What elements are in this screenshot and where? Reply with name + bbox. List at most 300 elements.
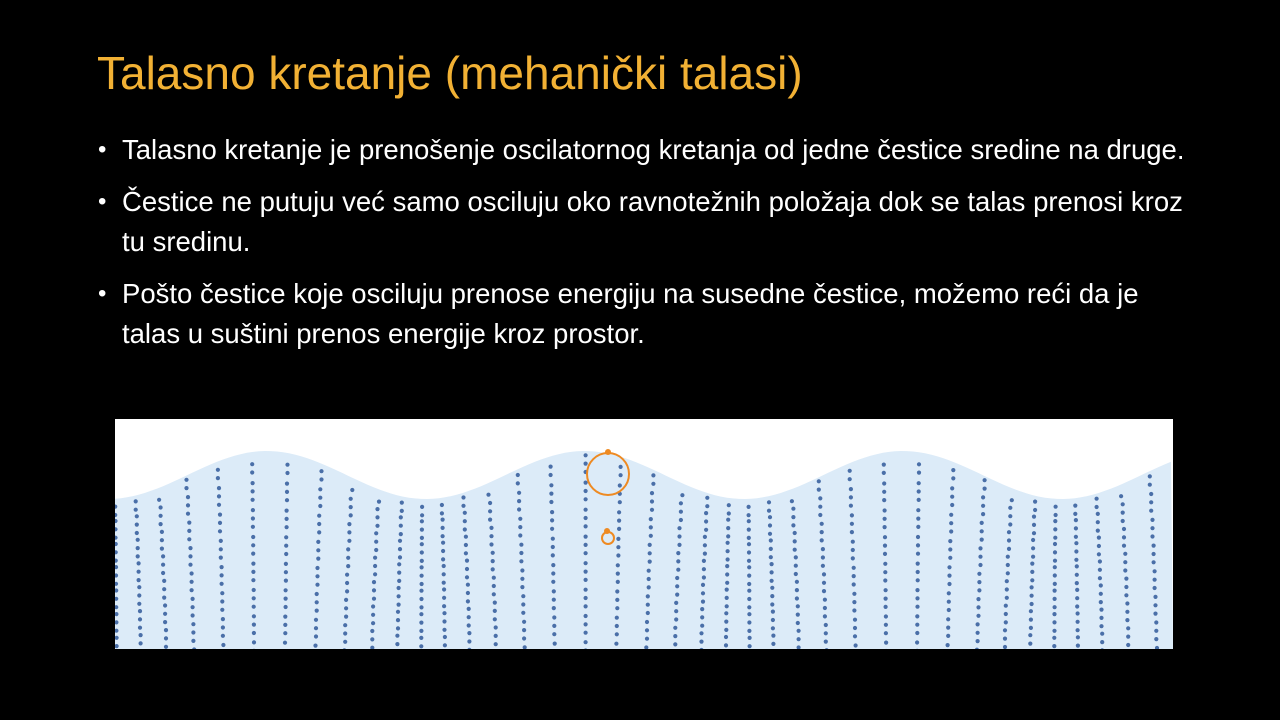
particle-dot [345, 581, 349, 585]
particle-dot [704, 511, 708, 515]
particle-dot [159, 505, 163, 509]
particle-dot [947, 565, 951, 569]
particle-dot [397, 586, 401, 590]
particle-dot [551, 537, 555, 541]
particle-dot [650, 508, 654, 512]
particle-dot [161, 554, 165, 558]
particle-dot [315, 600, 319, 604]
particle-dot [491, 559, 495, 563]
particle-dot [164, 636, 168, 640]
particle-dot [1030, 570, 1034, 574]
bullet-list [96, 130, 1186, 366]
particle-dot [139, 641, 143, 645]
particle-dot [162, 579, 166, 583]
particle-dot [1148, 474, 1152, 478]
particle-dot [221, 617, 225, 621]
particle-dot [441, 534, 445, 538]
particle-dot [1007, 538, 1011, 542]
particle-dot [489, 526, 493, 530]
particle-dot [316, 557, 320, 561]
particle-dot [699, 640, 703, 644]
particle-dot [419, 629, 423, 633]
particle-dot [138, 609, 142, 613]
particle-dot [372, 597, 376, 601]
particle-dot [651, 473, 655, 477]
particle-dot [1149, 509, 1153, 513]
particle-dot [397, 571, 401, 575]
particle-dot [768, 523, 772, 527]
particle-dot [1153, 603, 1157, 607]
particle-dot [1006, 571, 1010, 575]
particle-dot [915, 588, 919, 592]
particle-dot [796, 613, 800, 617]
particle-dot [518, 517, 522, 521]
particle-dot [950, 503, 954, 507]
particle-dot [191, 630, 195, 634]
particle-dot [343, 623, 347, 627]
particle-dot [552, 624, 556, 628]
particle-dot [650, 499, 654, 503]
particle-dot [220, 573, 224, 577]
particle-dot [398, 555, 402, 559]
particle-dot [519, 543, 523, 547]
particle-dot [1096, 512, 1100, 516]
particle-dot [398, 547, 402, 551]
particle-dot [319, 469, 323, 473]
particle-dot [747, 582, 751, 586]
particle-dot [817, 488, 821, 492]
particle-dot [522, 636, 526, 640]
particle-dot [216, 476, 220, 480]
particle-dot [1124, 577, 1128, 581]
particle-dot [420, 559, 424, 563]
bullet-text: Talasno kretanje je prenošenje oscilatornog kretanja od jedne čestice sredine na druge. [122, 134, 1185, 165]
particle-dot [1033, 508, 1037, 512]
particle-dot [747, 513, 751, 517]
particle-dot [1074, 541, 1078, 545]
particle-dot [767, 509, 771, 513]
particle-dot [1097, 536, 1101, 540]
particle-dot [883, 552, 887, 556]
particle-dot [771, 642, 775, 646]
bullet-item [96, 182, 1186, 262]
particle-dot [703, 552, 707, 556]
particle-dot [314, 626, 318, 630]
particle-dot [317, 522, 321, 526]
particle-dot [467, 607, 471, 611]
particle-dot [884, 614, 888, 618]
particle-dot [186, 495, 190, 499]
particle-dot [852, 600, 856, 604]
particle-dot [726, 518, 730, 522]
particle-dot [701, 591, 705, 595]
particle-dot [794, 572, 798, 576]
particle-dot [770, 586, 774, 590]
particle-dot [676, 559, 680, 563]
particle-dot [163, 620, 167, 624]
particle-dot [699, 631, 703, 635]
particle-dot [1053, 559, 1057, 563]
particle-dot [1150, 534, 1154, 538]
particle-dot [420, 542, 424, 546]
particle-dot [645, 628, 649, 632]
particle-dot [220, 582, 224, 586]
particle-dot [726, 534, 730, 538]
particle-dot [441, 549, 445, 553]
particle-dot [917, 489, 921, 493]
particle-dot [980, 529, 984, 533]
particle-dot [824, 623, 828, 627]
particle-dot [488, 509, 492, 513]
particle-dot [443, 635, 447, 639]
particle-dot [883, 570, 887, 574]
particle-dot [551, 545, 555, 549]
particle-dot [884, 631, 888, 635]
particle-dot [314, 634, 318, 638]
particle-dot [915, 640, 919, 644]
particle-dot [704, 519, 708, 523]
particle-dot [318, 487, 322, 491]
particle-dot [647, 585, 651, 589]
particle-dot [251, 508, 255, 512]
particle-dot [190, 580, 194, 584]
particle-dot [285, 463, 289, 467]
particle-dot [747, 620, 751, 624]
particle-dot [251, 578, 255, 582]
particle-dot [1073, 512, 1077, 516]
particle-dot [1121, 502, 1125, 506]
particle-dot [796, 621, 800, 625]
particle-dot [521, 602, 525, 606]
particle-dot [980, 538, 984, 542]
particle-dot [137, 602, 141, 606]
particle-dot [679, 501, 683, 505]
particle-dot [251, 543, 255, 547]
bullet-dot-icon: • [98, 136, 107, 163]
particle-dot [491, 551, 495, 555]
particle-dot [795, 580, 799, 584]
particle-dot [769, 547, 773, 551]
particle-dot [1100, 640, 1104, 644]
particle-dot [726, 557, 730, 561]
particle-dot [822, 572, 826, 576]
particle-dot [852, 592, 856, 596]
particle-dot [822, 581, 826, 585]
particle-dot [217, 494, 221, 498]
particle-dot [584, 614, 588, 618]
particle-dot [136, 538, 140, 542]
particle-dot [375, 507, 379, 511]
particle-dot [370, 629, 374, 633]
particle-dot [219, 547, 223, 551]
particle-dot [1030, 602, 1034, 606]
particle-dot [1008, 522, 1012, 526]
wave-particles-illustration [115, 419, 1173, 649]
particle-dot [442, 564, 446, 568]
particle-dot [1028, 642, 1032, 646]
particle-dot [821, 555, 825, 559]
particle-dot [161, 571, 165, 575]
particle-dot [517, 507, 521, 511]
particle-dot [396, 618, 400, 622]
particle-dot [520, 585, 524, 589]
particle-dot [442, 581, 446, 585]
particle-dot [516, 473, 520, 477]
particle-dot [849, 487, 853, 491]
particle-dot [584, 551, 588, 555]
particle-dot [747, 536, 751, 540]
particle-dot [1125, 601, 1129, 605]
particle-dot [285, 498, 289, 502]
particle-dot [1007, 530, 1011, 534]
particle-dot [747, 550, 751, 554]
particle-dot [674, 601, 678, 605]
particle-dot [463, 519, 467, 523]
particle-dot [1074, 549, 1078, 553]
particle-dot [916, 552, 920, 556]
particle-dot [252, 631, 256, 635]
bullet-dot-icon: • [98, 280, 107, 307]
particle-dot [164, 628, 168, 632]
particle-dot [916, 578, 920, 582]
particle-dot [616, 563, 620, 567]
particle-dot [853, 634, 857, 638]
particle-dot [724, 620, 728, 624]
particle-dot [219, 539, 223, 543]
particle-dot [1152, 560, 1156, 564]
particle-dot [1052, 612, 1056, 616]
particle-dot [725, 588, 729, 592]
particle-dot [747, 612, 751, 616]
particle-dot [1123, 568, 1127, 572]
particle-dot [251, 535, 255, 539]
particle-dot [1148, 483, 1152, 487]
particle-dot [1099, 624, 1103, 628]
particle-dot [550, 510, 554, 514]
particle-dot [584, 640, 588, 644]
particle-dot [701, 600, 705, 604]
particle-dot [849, 495, 853, 499]
particle-dot [374, 531, 378, 535]
particle-dot [646, 603, 650, 607]
particle-dot [949, 521, 953, 525]
bullet-text: Pošto čestice koje osciluju prenose energiju na susedne čestice, možemo reći da je talas u suštini prenos energije kroz prostor. [122, 278, 1139, 349]
particle-dot [518, 533, 522, 537]
particle-dot [822, 589, 826, 593]
particle-dot [584, 462, 588, 466]
particle-dot [676, 568, 680, 572]
particle-dot [1052, 629, 1056, 633]
particle-dot [976, 605, 980, 609]
particle-dot [517, 499, 521, 503]
particle-dot [915, 631, 919, 635]
particle-dot [770, 562, 774, 566]
particle-dot [1053, 536, 1057, 540]
particle-dot [315, 592, 319, 596]
particle-dot [977, 580, 981, 584]
particle-dot [160, 538, 164, 542]
particle-dot [345, 573, 349, 577]
particle-dot [372, 580, 376, 584]
particle-dot [916, 562, 920, 566]
particle-dot [157, 498, 161, 502]
particle-dot [1153, 578, 1157, 582]
particle-dot [494, 625, 498, 629]
particle-dot [747, 542, 751, 546]
particle-dot [646, 594, 650, 598]
particle-dot [884, 641, 888, 645]
particle-dot [463, 511, 467, 515]
particle-dot [461, 495, 465, 499]
particle-dot [947, 591, 951, 595]
particle-dot [251, 570, 255, 574]
particle-dot [747, 528, 751, 532]
particle-dot [1122, 527, 1126, 531]
particle-dot [1075, 573, 1079, 577]
particle-dot [1075, 604, 1079, 608]
particle-dot [397, 579, 401, 583]
particle-dot [726, 541, 730, 545]
particle-dot [552, 589, 556, 593]
particle-dot [186, 512, 190, 516]
particle-dot [371, 621, 375, 625]
particle-dot [747, 629, 751, 633]
particle-dot [1075, 564, 1079, 568]
particle-dot [137, 578, 141, 582]
particle-dot [917, 471, 921, 475]
particle-dot [285, 490, 289, 494]
particle-dot [700, 607, 704, 611]
particle-dot [1098, 576, 1102, 580]
particle-dot [164, 645, 168, 649]
particle-dot [724, 628, 728, 632]
particle-dot [978, 546, 982, 550]
particle-dot [1074, 558, 1078, 562]
particle-dot [161, 563, 165, 567]
particle-dot [771, 634, 775, 638]
particle-dot [251, 481, 255, 485]
particle-dot [584, 516, 588, 520]
particle-dot [1008, 514, 1012, 518]
particle-dot [584, 622, 588, 626]
particle-dot [793, 531, 797, 535]
particle-dot [284, 579, 288, 583]
particle-dot [978, 555, 982, 559]
particle-dot [419, 636, 423, 640]
particle-dot [400, 501, 404, 505]
particle-dot [823, 598, 827, 602]
particle-dot [373, 572, 377, 576]
particle-dot [853, 626, 857, 630]
particle-dot [724, 643, 728, 647]
particle-dot [1096, 529, 1100, 533]
particle-dot [848, 477, 852, 481]
particle-dot [584, 543, 588, 547]
particle-dot [1154, 629, 1158, 633]
particle-dot [916, 508, 920, 512]
particle-dot [947, 574, 951, 578]
particle-dot [1098, 568, 1102, 572]
particle-dot [1099, 608, 1103, 612]
particle-dot [486, 493, 490, 497]
particle-dot [675, 593, 679, 597]
particle-dot [553, 642, 557, 646]
particle-dot [251, 552, 255, 556]
particle-dot [1053, 573, 1057, 577]
particle-dot [319, 477, 323, 481]
particle-dot [747, 605, 751, 609]
particle-dot [747, 589, 751, 593]
particle-dot [704, 528, 708, 532]
particle-dot [395, 642, 399, 646]
particle-dot [673, 642, 677, 646]
particle-dot [1153, 569, 1157, 573]
particle-dot [851, 540, 855, 544]
highlighted-particle-dot [604, 528, 610, 534]
particle-dot [374, 540, 378, 544]
particle-dot [1032, 523, 1036, 527]
particle-dot [915, 596, 919, 600]
particle-dot [795, 588, 799, 592]
particle-dot [396, 610, 400, 614]
particle-dot [949, 529, 953, 533]
particle-dot [549, 473, 553, 477]
particle-dot [1033, 500, 1037, 504]
particle-dot [725, 572, 729, 576]
particle-dot [549, 465, 553, 469]
particle-dot [1099, 600, 1103, 604]
particle-dot [705, 504, 709, 508]
particle-dot [1097, 544, 1101, 548]
particle-dot [137, 585, 141, 589]
particle-dot [374, 548, 378, 552]
particle-dot [983, 487, 987, 491]
particle-dot [420, 519, 424, 523]
particle-dot [251, 525, 255, 529]
particle-dot [645, 620, 649, 624]
particle-dot [375, 515, 379, 519]
particle-dot [768, 515, 772, 519]
particle-dot [615, 624, 619, 628]
particle-dot [284, 570, 288, 574]
particle-dot [344, 598, 348, 602]
particle-dot [701, 583, 705, 587]
particle-dot [820, 538, 824, 542]
particle-dot [616, 572, 620, 576]
particle-dot [1054, 505, 1058, 509]
particle-dot [584, 535, 588, 539]
particle-dot [188, 554, 192, 558]
particle-dot [677, 526, 681, 530]
particle-dot [551, 553, 555, 557]
particle-dot [1095, 505, 1099, 509]
particle-dot [1006, 555, 1010, 559]
particle-dot [726, 549, 730, 553]
particle-dot [747, 574, 751, 578]
particle-dot [1053, 550, 1057, 554]
particle-dot [188, 563, 192, 567]
particle-dot [946, 626, 950, 630]
particle-dot [915, 605, 919, 609]
particle-dot [314, 618, 318, 622]
particle-dot [1053, 597, 1057, 601]
particle-dot [1004, 604, 1008, 608]
particle-dot [494, 634, 498, 638]
particle-dot [1031, 555, 1035, 559]
particle-dot [397, 603, 401, 607]
particle-dot [818, 505, 822, 509]
particle-dot [1005, 596, 1009, 600]
